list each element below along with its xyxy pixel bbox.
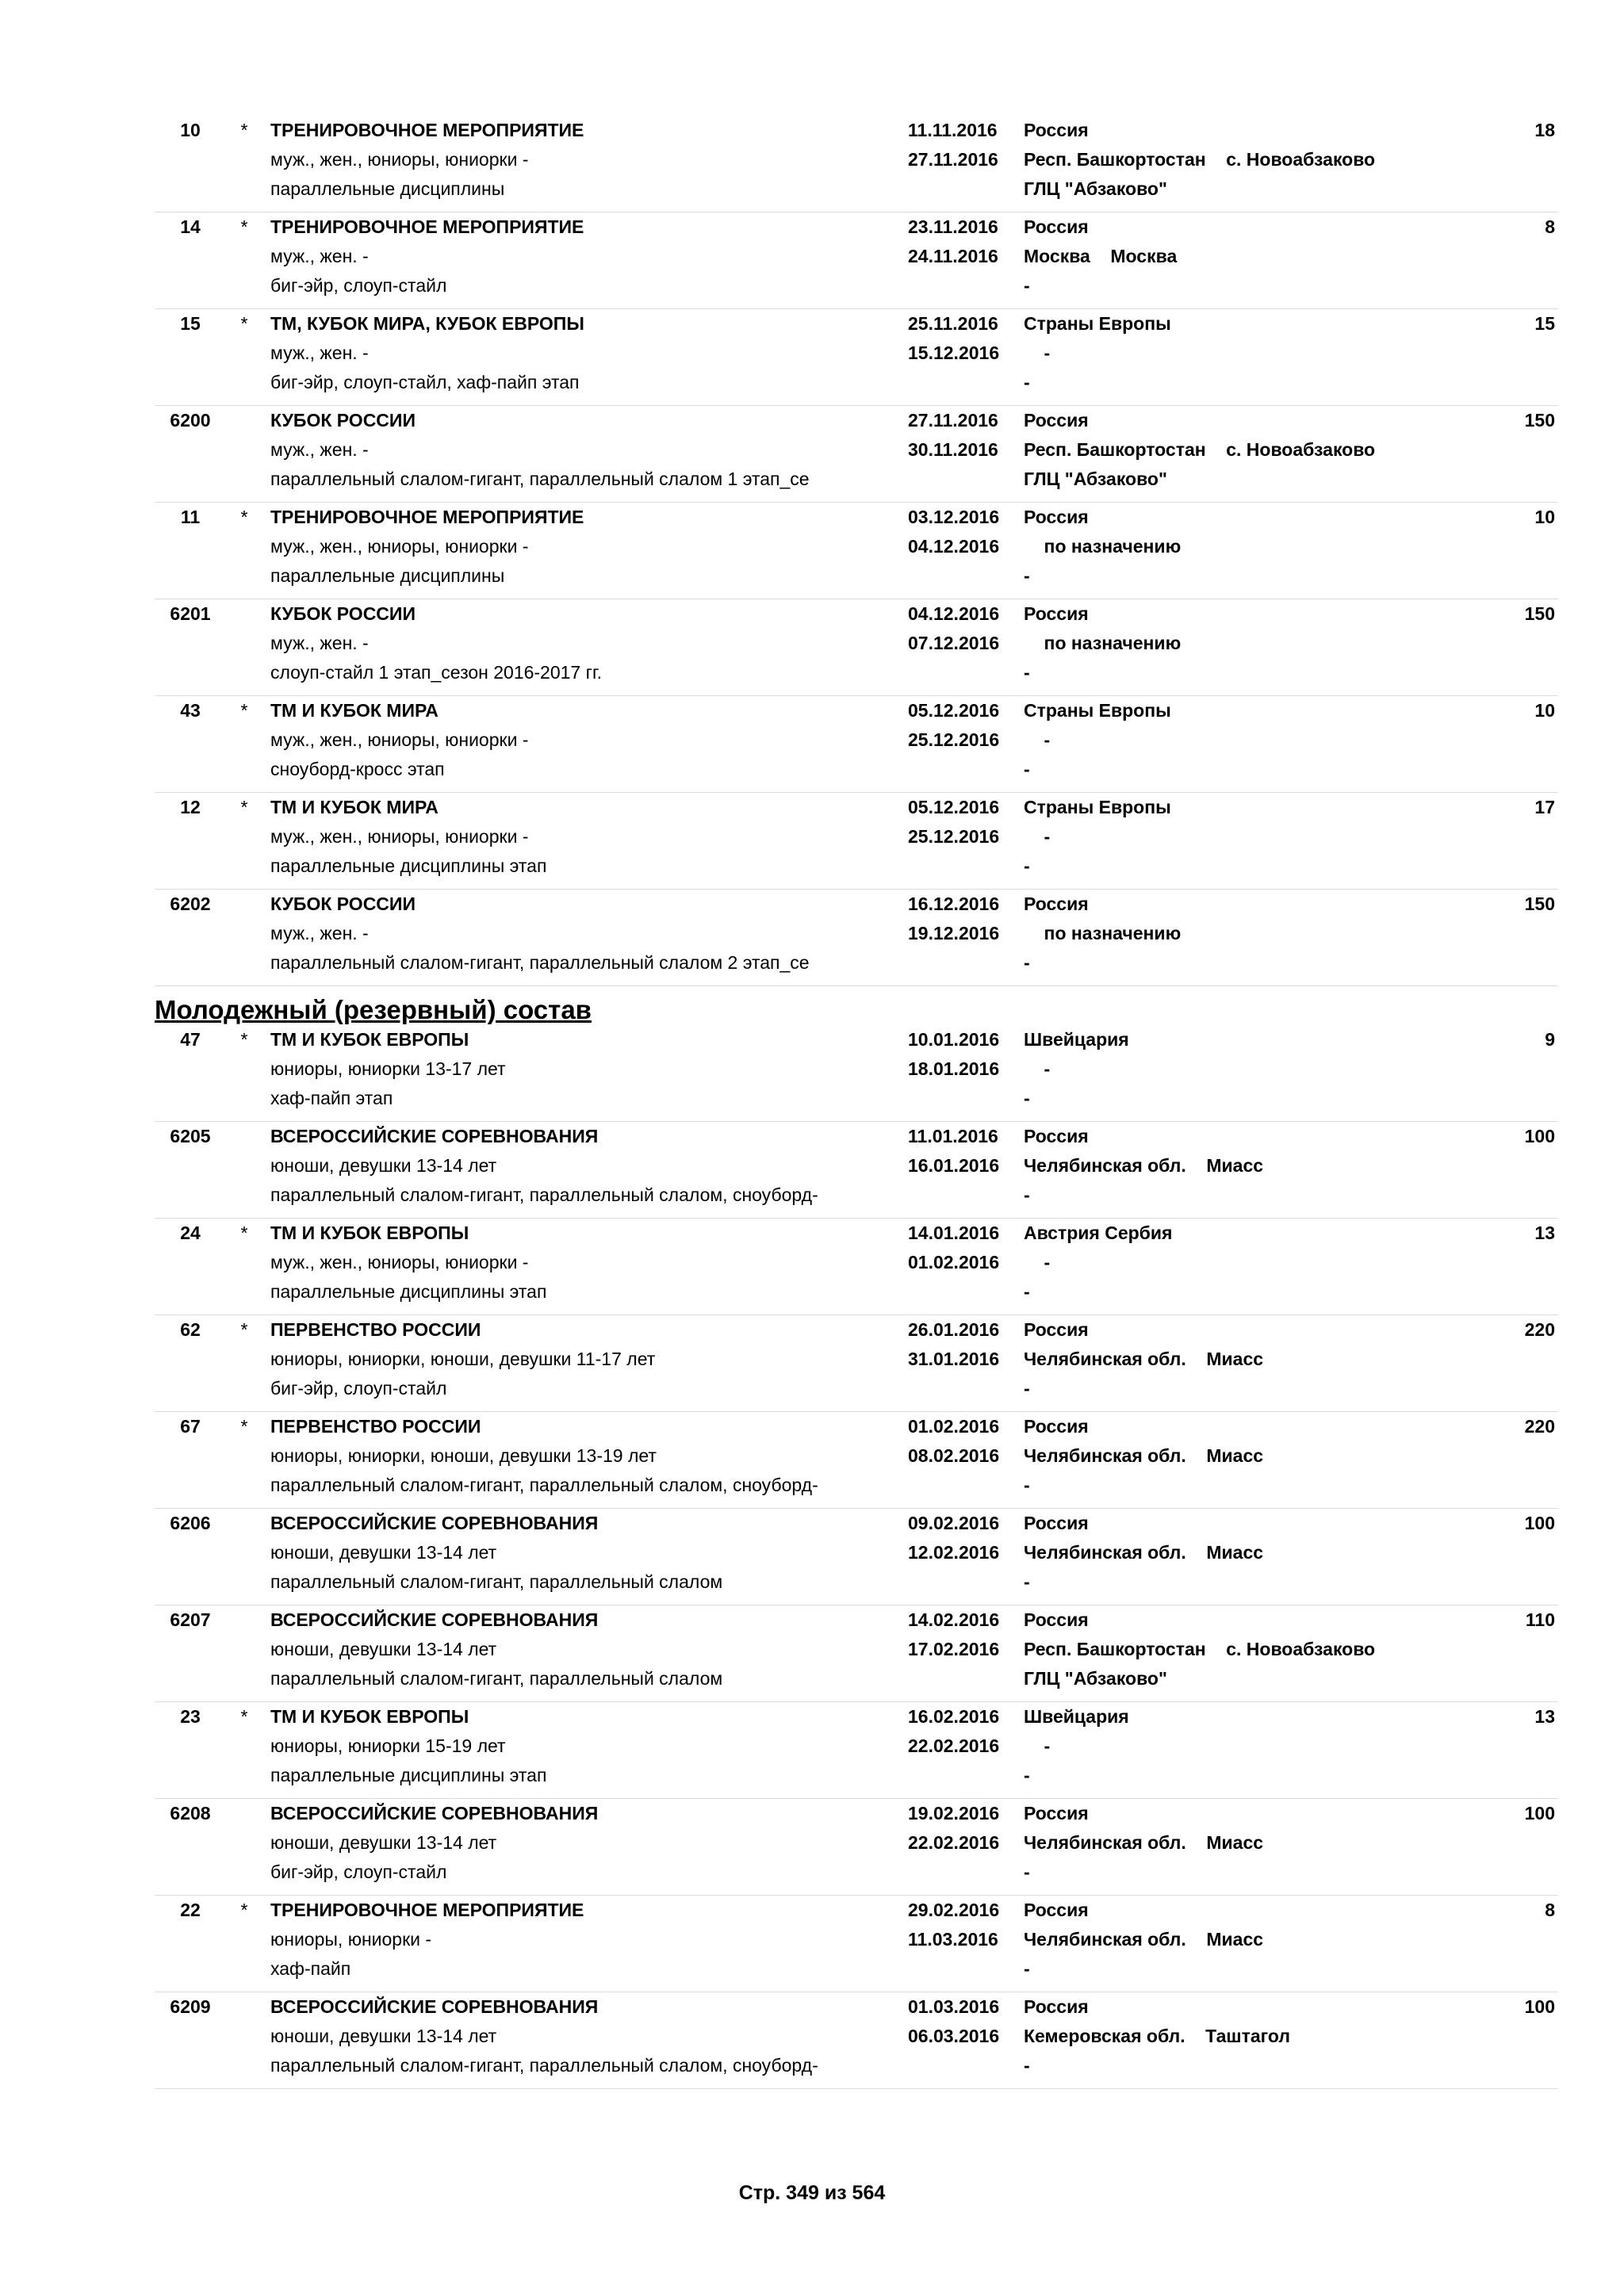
event-marker: * — [240, 507, 248, 527]
event-record — [155, 1799, 1558, 1896]
event-record — [155, 1992, 1558, 2089]
event-region-city: Респ. Башкортостан с. Новоабзаково — [1024, 1639, 1376, 1659]
event-description — [270, 116, 584, 204]
event-description — [270, 1992, 818, 2080]
event-record — [155, 1896, 1558, 1992]
event-dates — [908, 1799, 999, 1858]
event-region-city: - — [1024, 1252, 1051, 1272]
event-location — [1024, 1702, 1129, 1790]
event-number: 12 — [180, 797, 201, 817]
event-end-date: 17.02.2016 — [908, 1639, 1000, 1659]
event-dates — [908, 309, 999, 368]
event-record — [155, 212, 1558, 309]
event-participants: юноши, девушки 13-14 лет — [270, 1542, 497, 1563]
event-start-date: 11.01.2016 — [908, 1126, 998, 1146]
event-title: ТМ И КУБОК МИРА — [270, 797, 439, 817]
event-start-date: 05.12.2016 — [908, 797, 1000, 817]
event-country: Россия — [1024, 1900, 1089, 1920]
event-venue: - — [1024, 2055, 1030, 2076]
event-location — [1024, 1896, 1263, 1984]
event-participant-count: 13 — [1534, 1223, 1555, 1243]
event-participant-count: 100 — [1524, 1803, 1555, 1823]
event-end-date: 24.11.2016 — [908, 246, 998, 266]
event-end-date: 31.01.2016 — [908, 1349, 1000, 1369]
event-record — [155, 1315, 1558, 1412]
event-start-date: 14.02.2016 — [908, 1609, 1000, 1630]
event-title: ТМ И КУБОК ЕВРОПЫ — [270, 1029, 469, 1050]
event-location — [1024, 599, 1181, 687]
event-venue: - — [1024, 952, 1030, 973]
event-title: КУБОК РОССИИ — [270, 410, 416, 430]
event-participant-count: 220 — [1524, 1319, 1555, 1340]
event-number: 10 — [180, 120, 201, 140]
event-start-date: 29.02.2016 — [908, 1900, 1000, 1920]
event-description — [270, 1799, 598, 1887]
event-disciplines: биг-эйр, слоуп-стайл — [270, 1378, 447, 1399]
event-description — [270, 599, 602, 687]
event-location — [1024, 1799, 1263, 1887]
event-marker: * — [240, 313, 248, 334]
event-title: ТМ И КУБОК ЕВРОПЫ — [270, 1223, 469, 1243]
event-disciplines: слоуп-стайл 1 этап_сезон 2016-2017 гг. — [270, 662, 602, 683]
event-region-city: Челябинская обл. Миасс — [1024, 1542, 1264, 1563]
event-title: ТРЕНИРОВОЧНОЕ МЕРОПРИЯТИЕ — [270, 1900, 584, 1920]
event-venue: - — [1024, 1958, 1030, 1979]
event-start-date: 03.12.2016 — [908, 507, 1000, 527]
event-venue: - — [1024, 1475, 1030, 1495]
event-participants: муж., жен. - — [270, 342, 369, 363]
event-record — [155, 116, 1558, 212]
event-participants: муж., жен. - — [270, 923, 369, 943]
event-start-date: 09.02.2016 — [908, 1513, 1000, 1533]
event-start-date: 26.01.2016 — [908, 1319, 1000, 1340]
event-title: КУБОК РОССИИ — [270, 894, 416, 914]
section-title: Молодежный (резервный) состав — [155, 995, 592, 1024]
event-disciplines: параллельный слалом-гигант, параллельный слалом 1 этап_се — [270, 469, 810, 489]
event-end-date: 30.11.2016 — [908, 439, 998, 460]
event-region-city: - — [1024, 342, 1051, 363]
event-disciplines: параллельный слалом-гигант, параллельный слалом, сноуборд- — [270, 2055, 818, 2076]
event-participants: юниоры, юниорки, юноши, девушки 11-17 лет — [270, 1349, 656, 1369]
event-record — [155, 309, 1558, 406]
event-marker: * — [240, 1223, 248, 1243]
event-record — [155, 406, 1558, 503]
event-location — [1024, 1605, 1375, 1693]
event-country: Россия — [1024, 1319, 1089, 1340]
event-location — [1024, 1992, 1290, 2080]
event-venue: - — [1024, 1281, 1030, 1302]
event-number: 6205 — [170, 1126, 211, 1146]
event-marker: * — [240, 1900, 248, 1920]
event-disciplines: параллельный слалом-гигант, параллельный слалом — [270, 1571, 723, 1592]
event-participants: юниоры, юниорки 13-17 лет — [270, 1058, 506, 1079]
event-dates — [908, 1702, 999, 1761]
event-number: 6200 — [170, 410, 211, 430]
event-marker: * — [240, 120, 248, 140]
event-participants: юниоры, юниорки - — [270, 1929, 432, 1950]
event-start-date: 11.11.2016 — [908, 120, 998, 140]
event-dates — [908, 1219, 999, 1277]
event-end-date: 19.12.2016 — [908, 923, 1000, 943]
event-number: 6209 — [170, 1996, 211, 2017]
event-title: ВСЕРОССИЙСКИЕ СОРЕВНОВАНИЯ — [270, 1609, 599, 1630]
event-description — [270, 309, 584, 397]
event-participant-count: 13 — [1534, 1706, 1555, 1727]
event-region-city: Москва Москва — [1024, 246, 1178, 266]
event-region-city: Челябинская обл. Миасс — [1024, 1445, 1264, 1466]
event-description — [270, 696, 528, 784]
event-end-date: 22.02.2016 — [908, 1735, 1000, 1756]
event-participants: муж., жен., юниоры, юниорки - — [270, 1252, 529, 1272]
event-description — [270, 1219, 546, 1307]
event-dates — [908, 1025, 999, 1084]
event-participants: муж., жен. - — [270, 633, 369, 653]
event-marker: * — [240, 700, 248, 721]
event-region-city: - — [1024, 826, 1051, 847]
event-region-city: Респ. Башкортостан с. Новоабзаково — [1024, 149, 1376, 170]
event-venue: - — [1024, 1184, 1030, 1205]
event-record — [155, 890, 1558, 986]
event-marker: * — [240, 1706, 248, 1727]
event-dates — [908, 890, 999, 948]
event-disciplines: параллельные дисциплины этап — [270, 855, 547, 876]
event-end-date: 16.01.2016 — [908, 1155, 1000, 1176]
event-marker: * — [240, 1319, 248, 1340]
event-location — [1024, 309, 1171, 397]
event-venue: - — [1024, 565, 1030, 586]
event-description — [270, 1025, 506, 1113]
event-title: ВСЕРОССИЙСКИЕ СОРЕВНОВАНИЯ — [270, 1126, 599, 1146]
event-title: ВСЕРОССИЙСКИЕ СОРЕВНОВАНИЯ — [270, 1513, 599, 1533]
event-dates — [908, 793, 999, 851]
event-number: 22 — [180, 1900, 201, 1920]
event-location — [1024, 793, 1171, 881]
event-participant-count: 15 — [1534, 313, 1555, 334]
event-region-city: Респ. Башкортостан с. Новоабзаково — [1024, 439, 1376, 460]
page-footer: Стр. 349 из 564 — [738, 2182, 886, 2204]
event-description — [270, 1122, 818, 1210]
event-start-date: 14.01.2016 — [908, 1223, 1000, 1243]
event-country: Страны Европы — [1024, 313, 1171, 334]
event-participants: юноши, девушки 13-14 лет — [270, 1639, 497, 1659]
event-country: Россия — [1024, 1513, 1089, 1533]
event-participants: юноши, девушки 13-14 лет — [270, 1155, 497, 1176]
event-end-date: 12.02.2016 — [908, 1542, 1000, 1563]
event-description — [270, 1509, 722, 1597]
event-dates — [908, 1412, 999, 1471]
event-disciplines: параллельный слалом-гигант, параллельный слалом, сноуборд- — [270, 1184, 818, 1205]
event-marker: * — [240, 797, 248, 817]
event-title: КУБОК РОССИИ — [270, 603, 416, 624]
event-number: 67 — [180, 1416, 201, 1437]
event-participant-count: 10 — [1534, 700, 1555, 721]
event-participant-count: 150 — [1524, 894, 1555, 914]
event-participant-count: 100 — [1524, 1513, 1555, 1533]
event-region-city: по назначению — [1024, 536, 1182, 557]
event-disciplines: хаф-пайп этап — [270, 1088, 393, 1108]
event-venue: ГЛЦ "Абзаково" — [1024, 469, 1167, 489]
event-record — [155, 1509, 1558, 1605]
event-end-date: 11.03.2016 — [908, 1929, 998, 1950]
event-venue: - — [1024, 1765, 1030, 1785]
event-record — [155, 1412, 1558, 1509]
event-participant-count: 9 — [1545, 1029, 1555, 1050]
event-end-date: 27.11.2016 — [908, 149, 998, 170]
event-start-date: 05.12.2016 — [908, 700, 1000, 721]
event-dates — [908, 212, 998, 271]
event-number: 15 — [180, 313, 201, 334]
event-end-date: 01.02.2016 — [908, 1252, 1000, 1272]
event-venue: ГЛЦ "Абзаково" — [1024, 178, 1167, 199]
event-location — [1024, 1509, 1263, 1597]
event-participants: юноши, девушки 13-14 лет — [270, 2026, 497, 2046]
event-start-date: 10.01.2016 — [908, 1029, 1000, 1050]
event-region-city: Челябинская обл. Миасс — [1024, 1929, 1264, 1950]
event-title: ТРЕНИРОВОЧНОЕ МЕРОПРИЯТИЕ — [270, 507, 584, 527]
event-dates — [908, 696, 999, 755]
event-record — [155, 1025, 1558, 1122]
event-region-city: по назначению — [1024, 923, 1182, 943]
event-dates — [908, 1605, 999, 1664]
event-disciplines: параллельный слалом-гигант, параллельный слалом 2 этап_се — [270, 952, 810, 973]
event-region-city: - — [1024, 1735, 1051, 1756]
event-disciplines: параллельные дисциплины — [270, 565, 505, 586]
event-end-date: 22.02.2016 — [908, 1832, 1000, 1853]
event-participant-count: 100 — [1524, 1126, 1555, 1146]
event-venue: - — [1024, 855, 1030, 876]
event-country: Россия — [1024, 507, 1089, 527]
event-participant-count: 8 — [1545, 216, 1555, 237]
event-dates — [908, 1992, 999, 2051]
event-disciplines: биг-эйр, слоуп-стайл, хаф-пайп этап — [270, 372, 580, 392]
event-description — [270, 890, 810, 978]
event-participants: юниоры, юниорки 15-19 лет — [270, 1735, 506, 1756]
event-end-date: 06.03.2016 — [908, 2026, 1000, 2046]
event-location — [1024, 212, 1177, 300]
event-start-date: 19.02.2016 — [908, 1803, 1000, 1823]
event-location — [1024, 503, 1181, 591]
event-location — [1024, 116, 1375, 204]
event-participants: муж., жен. - — [270, 246, 369, 266]
event-participants: муж., жен., юниоры, юниорки - — [270, 826, 529, 847]
event-disciplines: параллельные дисциплины этап — [270, 1281, 547, 1302]
event-title: ТМ И КУБОК ЕВРОПЫ — [270, 1706, 469, 1727]
event-country: Австрия Сербия — [1024, 1223, 1173, 1243]
event-participant-count: 220 — [1524, 1416, 1555, 1437]
event-region-city: Челябинская обл. Миасс — [1024, 1349, 1264, 1369]
event-start-date: 23.11.2016 — [908, 216, 998, 237]
event-location — [1024, 1025, 1129, 1113]
event-marker: * — [240, 216, 248, 237]
event-country: Россия — [1024, 894, 1089, 914]
event-record — [155, 599, 1558, 696]
event-country: Швейцария — [1024, 1029, 1129, 1050]
event-participants: муж., жен., юниоры, юниорки - — [270, 729, 529, 750]
event-record — [155, 1122, 1558, 1219]
event-disciplines: параллельные дисциплины — [270, 178, 505, 199]
event-dates — [908, 1509, 999, 1567]
event-participant-count: 17 — [1534, 797, 1555, 817]
event-participants: юноши, девушки 13-14 лет — [270, 1832, 497, 1853]
event-title: ВСЕРОССИЙСКИЕ СОРЕВНОВАНИЯ — [270, 1996, 599, 2017]
event-title: ВСЕРОССИЙСКИЕ СОРЕВНОВАНИЯ — [270, 1803, 599, 1823]
event-country: Россия — [1024, 120, 1089, 140]
event-venue: - — [1024, 275, 1030, 296]
event-location — [1024, 696, 1171, 784]
event-dates — [908, 1122, 999, 1181]
event-disciplines: параллельный слалом-гигант, параллельный слалом — [270, 1668, 723, 1689]
event-country: Швейцария — [1024, 1706, 1129, 1727]
event-description — [270, 1412, 818, 1500]
event-description — [270, 793, 546, 881]
event-region-city: Челябинская обл. Миасс — [1024, 1155, 1264, 1176]
event-venue: ГЛЦ "Абзаково" — [1024, 1668, 1167, 1689]
event-start-date: 16.12.2016 — [908, 894, 1000, 914]
event-country: Россия — [1024, 1803, 1089, 1823]
event-venue: - — [1024, 759, 1030, 779]
event-record — [155, 1219, 1558, 1315]
event-disciplines: сноуборд-кросс этап — [270, 759, 445, 779]
event-record — [155, 1605, 1558, 1702]
event-disciplines: биг-эйр, слоуп-стайл — [270, 1862, 447, 1882]
event-location — [1024, 1412, 1263, 1500]
event-participant-count: 150 — [1524, 410, 1555, 430]
events-section-youth — [155, 995, 1558, 2089]
event-location — [1024, 406, 1375, 494]
event-description — [270, 1605, 722, 1693]
event-participant-count: 110 — [1525, 1609, 1555, 1630]
event-number: 6201 — [170, 603, 211, 624]
event-disciplines: параллельные дисциплины этап — [270, 1765, 547, 1785]
event-dates — [908, 599, 999, 658]
event-number: 47 — [180, 1029, 201, 1050]
events-section-main — [155, 116, 1558, 986]
event-venue: - — [1024, 1571, 1030, 1592]
event-number: 11 — [180, 507, 201, 527]
event-dates — [908, 406, 998, 465]
event-description — [270, 1702, 546, 1790]
event-marker: * — [240, 1416, 248, 1437]
event-country: Страны Европы — [1024, 797, 1171, 817]
event-country: Россия — [1024, 603, 1089, 624]
event-participants: муж., жен., юниоры, юниорки - — [270, 536, 529, 557]
event-title: ПЕРВЕНСТВО РОССИИ — [270, 1416, 481, 1437]
event-number: 6206 — [170, 1513, 211, 1533]
event-title: ТРЕНИРОВОЧНОЕ МЕРОПРИЯТИЕ — [270, 120, 584, 140]
event-participants: юниоры, юниорки, юноши, девушки 13-19 лет — [270, 1445, 657, 1466]
event-dates — [908, 116, 998, 174]
event-country: Россия — [1024, 1126, 1089, 1146]
event-number: 6202 — [170, 894, 211, 914]
event-end-date: 25.12.2016 — [908, 729, 1000, 750]
event-description — [270, 1896, 584, 1984]
event-venue: - — [1024, 1088, 1030, 1108]
event-participant-count: 10 — [1534, 507, 1555, 527]
event-end-date: 07.12.2016 — [908, 633, 1000, 653]
event-dates — [908, 503, 999, 561]
event-disciplines: хаф-пайп — [270, 1958, 351, 1979]
event-start-date: 25.11.2016 — [908, 313, 998, 334]
event-venue: - — [1024, 1378, 1030, 1399]
event-participant-count: 8 — [1545, 1900, 1555, 1920]
event-region-city: Кемеровская обл. Таштагол — [1024, 2026, 1291, 2046]
event-disciplines: биг-эйр, слоуп-стайл — [270, 275, 447, 296]
event-venue: - — [1024, 662, 1030, 683]
event-region-city: Челябинская обл. Миасс — [1024, 1832, 1264, 1853]
event-participants: муж., жен., юниоры, юниорки - — [270, 149, 529, 170]
event-title: ТМ, КУБОК МИРА, КУБОК ЕВРОПЫ — [270, 313, 584, 334]
event-country: Россия — [1024, 1609, 1089, 1630]
event-description — [270, 503, 584, 591]
event-region-city: - — [1024, 1058, 1051, 1079]
event-number: 6208 — [170, 1803, 211, 1823]
event-number: 62 — [180, 1319, 201, 1340]
event-title: ТМ И КУБОК МИРА — [270, 700, 439, 721]
event-participant-count: 100 — [1524, 1996, 1555, 2017]
event-title: ПЕРВЕНСТВО РОССИИ — [270, 1319, 481, 1340]
event-record — [155, 503, 1558, 599]
event-description — [270, 406, 810, 494]
event-description — [270, 212, 584, 300]
event-country: Россия — [1024, 1996, 1089, 2017]
event-marker: * — [240, 1029, 248, 1050]
event-start-date: 04.12.2016 — [908, 603, 1000, 624]
event-end-date: 25.12.2016 — [908, 826, 1000, 847]
event-number: 43 — [180, 700, 201, 721]
event-start-date: 01.02.2016 — [908, 1416, 1000, 1437]
event-region-city: - — [1024, 729, 1051, 750]
event-record — [155, 696, 1558, 793]
event-dates — [908, 1315, 999, 1374]
event-country: Россия — [1024, 1416, 1089, 1437]
event-number: 14 — [180, 216, 201, 237]
event-end-date: 18.01.2016 — [908, 1058, 1000, 1079]
event-location — [1024, 1315, 1263, 1403]
event-venue: - — [1024, 1862, 1030, 1882]
event-end-date: 08.02.2016 — [908, 1445, 1000, 1466]
event-number: 23 — [180, 1706, 201, 1727]
event-disciplines: параллельный слалом-гигант, параллельный слалом, сноуборд- — [270, 1475, 818, 1495]
event-country: Россия — [1024, 410, 1089, 430]
event-participant-count: 150 — [1524, 603, 1555, 624]
event-end-date: 04.12.2016 — [908, 536, 1000, 557]
event-location — [1024, 1122, 1263, 1210]
event-start-date: 16.02.2016 — [908, 1706, 1000, 1727]
event-country: Страны Европы — [1024, 700, 1171, 721]
event-region-city: по назначению — [1024, 633, 1182, 653]
event-location — [1024, 1219, 1172, 1307]
event-country: Россия — [1024, 216, 1089, 237]
event-dates — [908, 1896, 999, 1954]
event-venue: - — [1024, 372, 1030, 392]
event-title: ТРЕНИРОВОЧНОЕ МЕРОПРИЯТИЕ — [270, 216, 584, 237]
event-record — [155, 793, 1558, 890]
event-participants: муж., жен. - — [270, 439, 369, 460]
event-number: 6207 — [170, 1609, 211, 1630]
event-start-date: 01.03.2016 — [908, 1996, 1000, 2017]
event-number: 24 — [180, 1223, 201, 1243]
event-location — [1024, 890, 1181, 978]
event-start-date: 27.11.2016 — [908, 410, 998, 430]
event-end-date: 15.12.2016 — [908, 342, 1000, 363]
event-record — [155, 1702, 1558, 1799]
event-participant-count: 18 — [1534, 120, 1555, 140]
event-description — [270, 1315, 655, 1403]
